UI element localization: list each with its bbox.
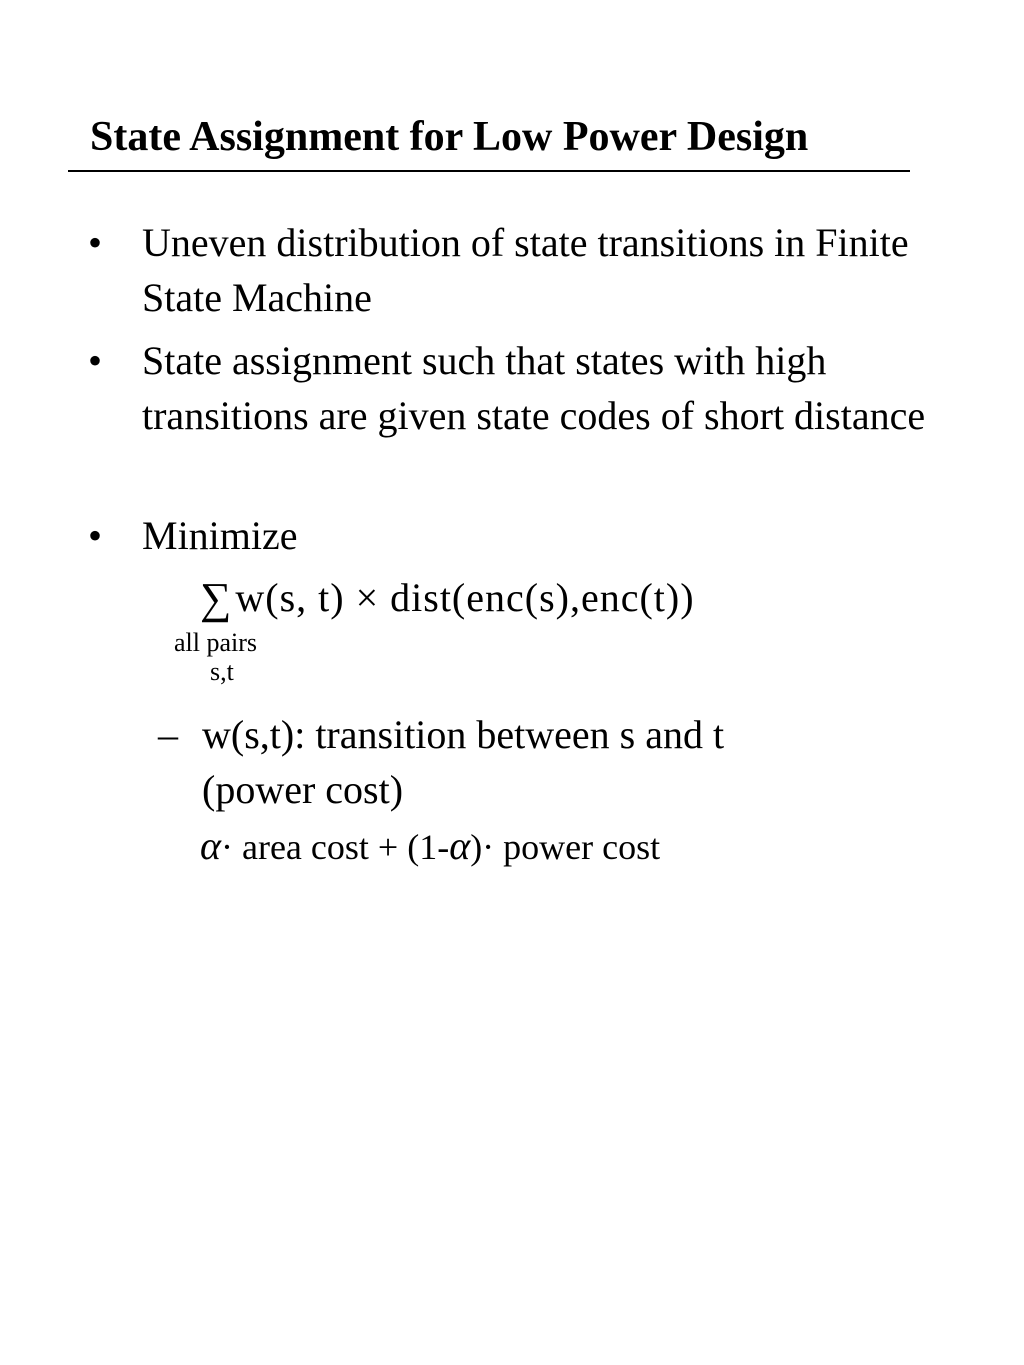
alpha-symbol: α <box>200 823 221 868</box>
bullet-marker: • <box>88 220 103 265</box>
bullet-marker: • <box>88 513 103 558</box>
sigma-symbol: ∑ <box>200 574 232 623</box>
slide-title: State Assignment for Low Power Design <box>90 114 809 160</box>
bullet-text: State assignment such that states with high transitions are given state codes of short distance <box>142 338 926 438</box>
title-underline <box>68 170 910 172</box>
minimize-formula <box>200 568 695 629</box>
sub-bullet-text: w(s,t): transition between s and t (power cost) <box>202 712 725 812</box>
bullet-marker: • <box>88 338 103 383</box>
cost-formula-part2: )· power cost <box>470 827 661 867</box>
formula-expression: w(s, t) × dist(enc(s),enc(t)) <box>235 575 695 620</box>
cost-formula-part1: · area cost + (1- <box>221 827 450 867</box>
dash-marker: – <box>158 712 178 757</box>
bullet-text: Minimize <box>142 513 298 558</box>
cost-formula <box>200 822 660 871</box>
formula-subscript-st: s,t <box>210 657 234 686</box>
formula-subscript-all-pairs: all pairs <box>174 628 258 657</box>
alpha-symbol-2: α <box>449 823 471 868</box>
bullet-text: Uneven distribution of state transitions in Finite State Machine <box>142 220 909 320</box>
